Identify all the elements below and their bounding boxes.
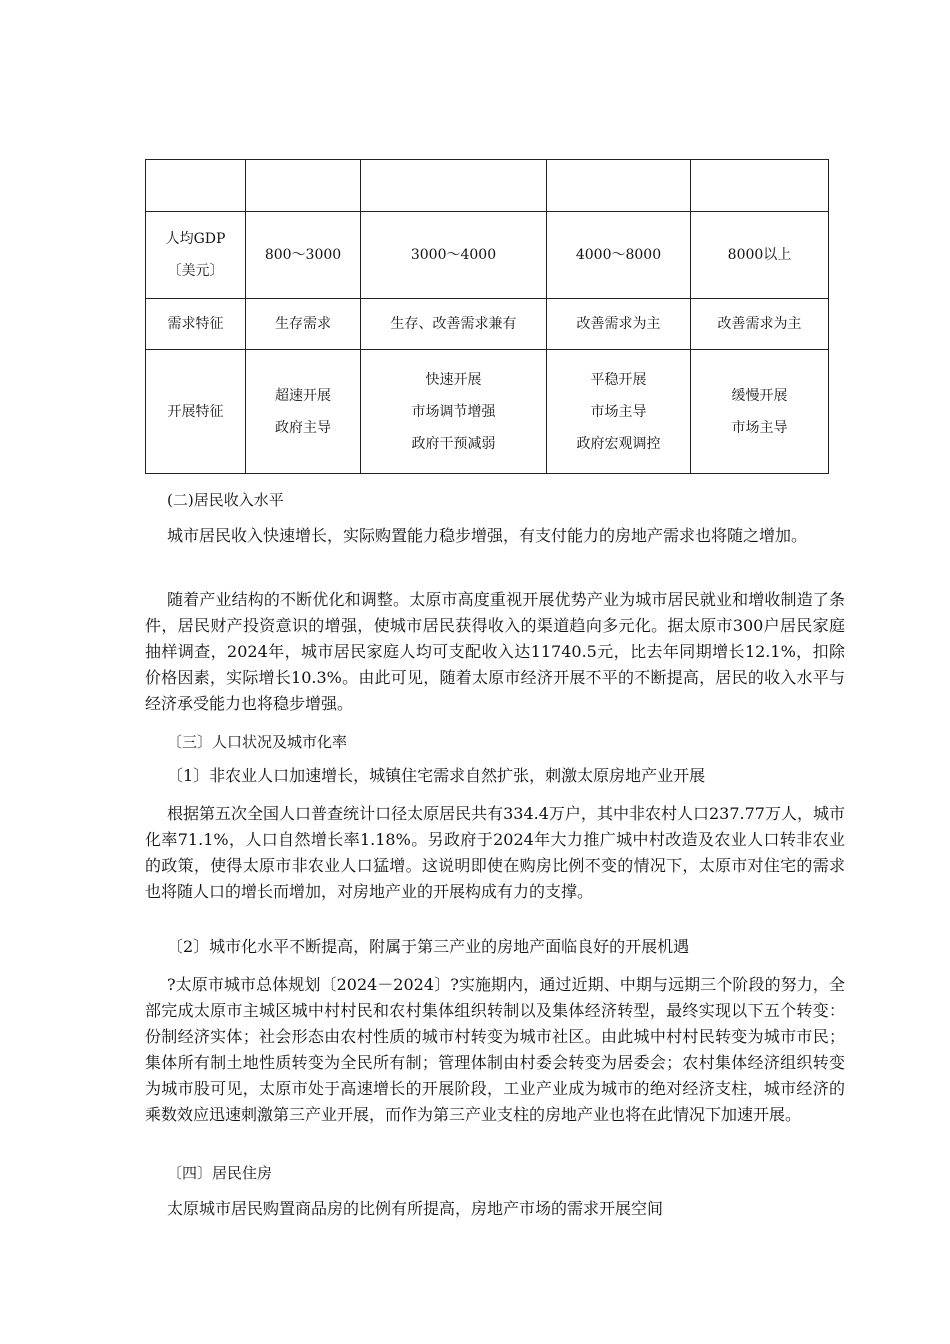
row-header-development: 开展特征 [146,350,246,474]
table-cell: 改善需求为主 [691,299,829,350]
table-cell: 800～3000 [246,212,361,299]
table-row-development [146,350,829,474]
table-cell: 8000以上 [691,212,829,299]
paragraph: ?太原市城市总体规划〔2024－2024〕?实施期内，通过近期、中期与远期三个阶段的努力，全部完成太原市主城区城中村村民和农村集体组织转制以及集体经济转型，最终实现以下五个转变：份制经济实体；社会形态由农村性质的城市村转变为城市社区。由此城中村村民转变为城市市民；集体所有制土地性质转变为全民所有制；管理体制由村委会转变为居委会；农村集体经济组织转变为城市股可见，太原市处于高速增长的开展阶段，工业产业成为城市的绝对经济支柱，城市经济的乘数效应迅速刺激第三产业开展，而作为第三产业支柱的房地产业也将在此情况下加速开展。 [145,975,845,1124]
table-cell: 生存需求 [246,299,361,350]
table-cell [361,160,547,212]
row-header-gdp: 人均GDP 〔美元〕 [146,212,246,299]
table-cell [146,160,246,212]
table-row-demand [146,299,829,350]
paragraph: 太原城市居民购置商品房的比例有所提高，房地产市场的需求开展空间 [167,1199,664,1218]
section-heading-housing: 〔四〕居民住房 [167,1164,273,1182]
subheading: 〔2〕城市化水平不断提高，附属于第三产业的房地产面临良好的开展机遇 [167,937,690,956]
subheading: 〔1〕非农业人口加速增长，城镇住宅需求自然扩张，刺激太原房地产业开展 [167,766,706,785]
table-cell: 改善需求为主 [547,299,691,350]
table-cell [691,160,829,212]
paragraph: 随着产业结构的不断优化和调整。太原市高度重视开展优势产业为城市居民就业和增收制造了条件，居民财产投资意识的增强，使城市居民获得收入的渠道趋向多元化。据太原市300户居民家庭抽样调查，2024年，城市居民家庭人均可支配收入达11740.5元，比去年同期增长12.1%，扣除价格因素，实际增长10.3%。由此可见，随着太原市经济开展不平的不断提高，居民的收入水平与经济承受能力也将稳步增强。 [145,590,845,713]
table-row-blank [146,160,829,212]
development-stage-table [145,159,829,474]
table-cell: 缓慢开展 市场主导 [691,350,829,474]
table-cell [246,160,361,212]
section-heading-income: (二)居民收入水平 [167,491,284,509]
paragraph: 根据第五次全国人口普查统计口径太原居民共有334.4万户，其中非农村人口237.77万人，城市化率71.1%，人口自然增长率1.18%。另政府于2024年大力推广城中村改造及农业人口转非农业的政策，使得太原市非农业人口猛增。这说明即使在购房比例不变的情况下，太原市对住宅的需求也将随人口的增长而增加，对房地产业的开展构成有力的支撑。 [145,804,845,901]
table-cell: 快速开展 市场调节增强 政府干预减弱 [361,350,547,474]
paragraph: 城市居民收入快速增长，实际购置能力稳步增强，有支付能力的房地产需求也将随之增加。 [167,526,808,545]
table-cell: 超速开展 政府主导 [246,350,361,474]
section-heading-population: 〔三〕人口状况及城市化率 [167,733,348,751]
table-cell: 3000～4000 [361,212,547,299]
table-cell: 生存、改善需求兼有 [361,299,547,350]
row-header-demand: 需求特征 [146,299,246,350]
table-cell: 平稳开展 市场主导 政府宏观调控 [547,350,691,474]
table-cell [547,160,691,212]
table-row-gdp [146,212,829,299]
table-cell: 4000～8000 [547,212,691,299]
